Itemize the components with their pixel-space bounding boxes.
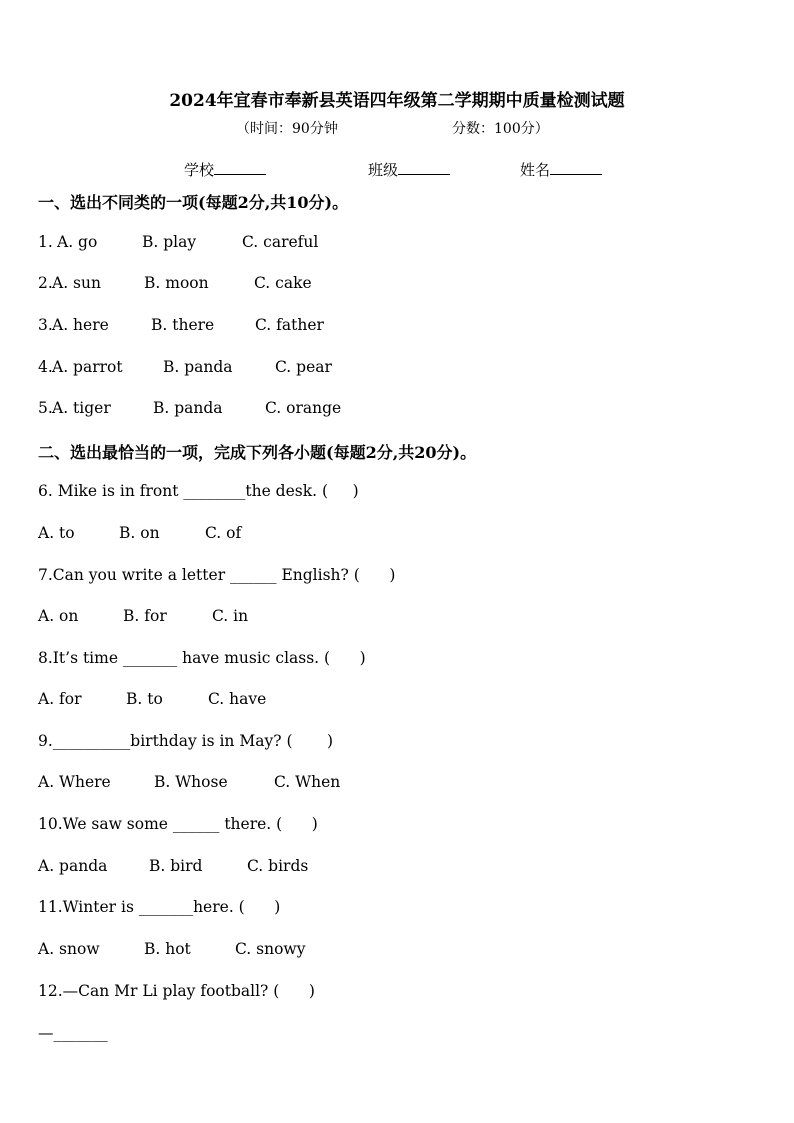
exam-meta	[0, 118, 794, 138]
option-b: B. bird	[149, 857, 203, 875]
question-12-answer: —_______	[38, 1024, 108, 1042]
option-b: B. moon	[144, 274, 209, 292]
option-b: B. play	[142, 233, 197, 251]
option-b: B. for	[123, 607, 167, 625]
name-label: 姓名	[520, 161, 551, 179]
option-b: B. to	[126, 690, 163, 708]
question-12: 12.—Can Mr Li play football? ( )	[38, 982, 315, 1000]
option-a: A. for	[38, 690, 82, 708]
option-b: B. Whose	[154, 773, 228, 791]
option-a: A. on	[38, 607, 79, 625]
option-b: B. panda	[163, 358, 233, 376]
section-1-heading: 一、选出不同类的一项(每题2分,共10分)。	[38, 193, 349, 212]
item-number: 4.	[38, 358, 53, 376]
option-a: A. snow	[38, 940, 100, 958]
option-c: C. of	[205, 524, 242, 542]
option-b: B. hot	[144, 940, 191, 958]
item-number: 1.	[38, 233, 53, 251]
option-c: C. When	[274, 773, 341, 791]
question-10: 10.We saw some ______ there. ( )	[38, 815, 318, 833]
option-c: C. father	[255, 316, 324, 334]
class-blank	[398, 160, 450, 175]
item-number: 3.	[38, 316, 53, 334]
item-number: 5.	[38, 399, 53, 417]
option-c: C. pear	[275, 358, 332, 376]
section-2-heading: 二、选出最恰当的一项，完成下列各小题(每题2分,共20分)。	[38, 443, 477, 462]
option-c: C. snowy	[235, 940, 306, 958]
school-field	[184, 159, 266, 180]
student-info	[0, 159, 794, 179]
option-a: A. panda	[38, 857, 108, 875]
school-blank	[214, 160, 266, 175]
name-field	[520, 159, 602, 180]
option-c: C. in	[212, 607, 249, 625]
item-number: 2.	[38, 274, 53, 292]
option-b: B. on	[119, 524, 160, 542]
option-b: B. there	[151, 316, 215, 334]
option-c: C. orange	[265, 399, 342, 417]
option-b: B. panda	[153, 399, 223, 417]
question-6: 6. Mike is in front ________the desk. ( )	[38, 482, 359, 500]
question-7: 7.Can you write a letter ______ English? ( )	[38, 566, 396, 584]
option-a: A. Where	[38, 773, 111, 791]
option-c: C. cake	[254, 274, 312, 292]
option-a: A. go	[57, 233, 98, 251]
option-a: A. sun	[52, 274, 101, 292]
option-c: C. have	[208, 690, 267, 708]
option-a: A. here	[52, 316, 109, 334]
question-8: 8.It’s time _______ have music class. ( )	[38, 649, 366, 667]
page-title: 2024年宜春市奉新县英语四年级第二学期期中质量检测试题	[169, 91, 625, 111]
score-label: 分数：100分）	[452, 121, 549, 137]
question-11: 11.Winter is _______here. ( )	[38, 898, 281, 916]
class-label: 班级	[368, 161, 399, 179]
option-c: C. birds	[247, 857, 309, 875]
option-c: C. careful	[242, 233, 319, 251]
time-label: （时间：90分钟	[236, 121, 338, 137]
question-9: 9.__________birthday is in May? ( )	[38, 732, 334, 750]
name-blank	[550, 160, 602, 175]
option-a: A. parrot	[52, 358, 123, 376]
class-field	[368, 159, 450, 180]
option-a: A. tiger	[52, 399, 111, 417]
option-a: A. to	[38, 524, 75, 542]
school-label: 学校	[184, 161, 215, 179]
